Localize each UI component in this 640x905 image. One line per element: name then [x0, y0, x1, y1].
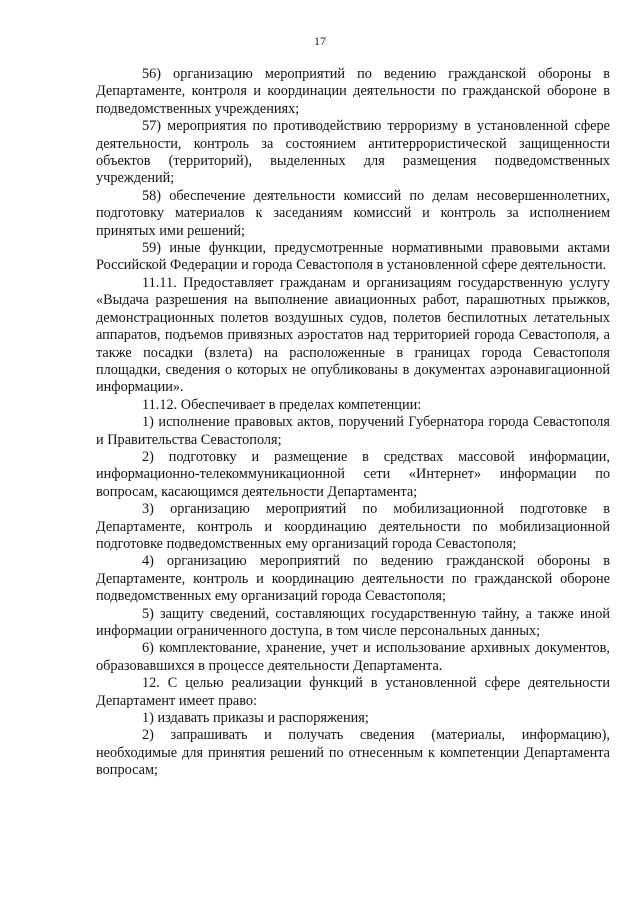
item-11-12-5: 5) защиту сведений, составляющих государственную тайну, а также иной информации ограниченного доступа, в том числе персональных данных; — [96, 605, 610, 639]
item-57: 57) мероприятия по противодействию терроризму в установленной сфере деятельности, контроль за состоянием антитеррористической защищенности объектов (территорий), выделенных для размещения подведомственных учреждений; — [96, 118, 610, 187]
item-12-1: 1) издавать приказы и распоряжения; — [142, 710, 369, 727]
item-56: 56) организацию мероприятий по ведению гражданской обороны в Департаменте, контроля и координации деятельности по гражданской обороне в подведомственных учреждениях; — [96, 66, 610, 117]
section-12: 12. С целью реализации функций в установленной сфере деятельности Департамент имеет право: — [96, 675, 610, 709]
item-11-12-4: 4) организацию мероприятий по ведению гражданской обороны в Департаменте, контроль и координацию деятельности по гражданской обороне подведомственных ему организаций города Севастополя; — [96, 553, 610, 605]
document-body — [96, 66, 610, 780]
item-11-12-1: 1) исполнение правовых актов, поручений Губернатора города Севастополя и Правительства Севастополя; — [96, 414, 610, 448]
item-11-12-6: 6) комплектование, хранение, учет и использование архивных документов, образовавшихся в процессе деятельности Департамента. — [96, 640, 610, 674]
item-58: 58) обеспечение деятельности комиссий по делам несовершеннолетних, подготовку материалов к заседаниям комиссий и контроль за исполнением принятых ими решений; — [96, 187, 610, 239]
section-11-11: 11.11. Предоставляет гражданам и организациям государственную услугу «Выдача разрешения на выполнение авиационных работ, парашютных прыжков, демонстрационных полетов воздушных судов, полетов беспилотных летательных аппаратов, подъемов привязных аэростатов над территорией города Севастополя, а также посадки (взлета) на расположенные в границах города Севастополя площадки, сведения о которых не опубликованы в документах аэронавигационной информации». — [96, 274, 610, 396]
page-number: 17 — [314, 34, 326, 48]
item-12-2: 2) запрашивать и получать сведения (материалы, информацию), необходимые для принятия решений по отнесенным к компетенции Департамента вопросам; — [96, 727, 610, 779]
item-11-12-2: 2) подготовку и размещение в средствах массовой информации, информационно-телекоммуникационной сети «Интернет» информации по вопросам, касающимся деятельности Департамента; — [96, 448, 610, 500]
section-11-12: 11.12. Обеспечивает в пределах компетенции: — [142, 396, 422, 413]
item-11-12-3: 3) организацию мероприятий по мобилизационной подготовке в Департаменте, контроль и координацию деятельности по мобилизационной подготовке подведомственных ему организаций города Севастополя; — [96, 501, 610, 552]
item-59: 59) иные функции, предусмотренные нормативными правовыми актами Российской Федерации и города Севастополя в установленной сфере деятельности. — [96, 240, 610, 274]
